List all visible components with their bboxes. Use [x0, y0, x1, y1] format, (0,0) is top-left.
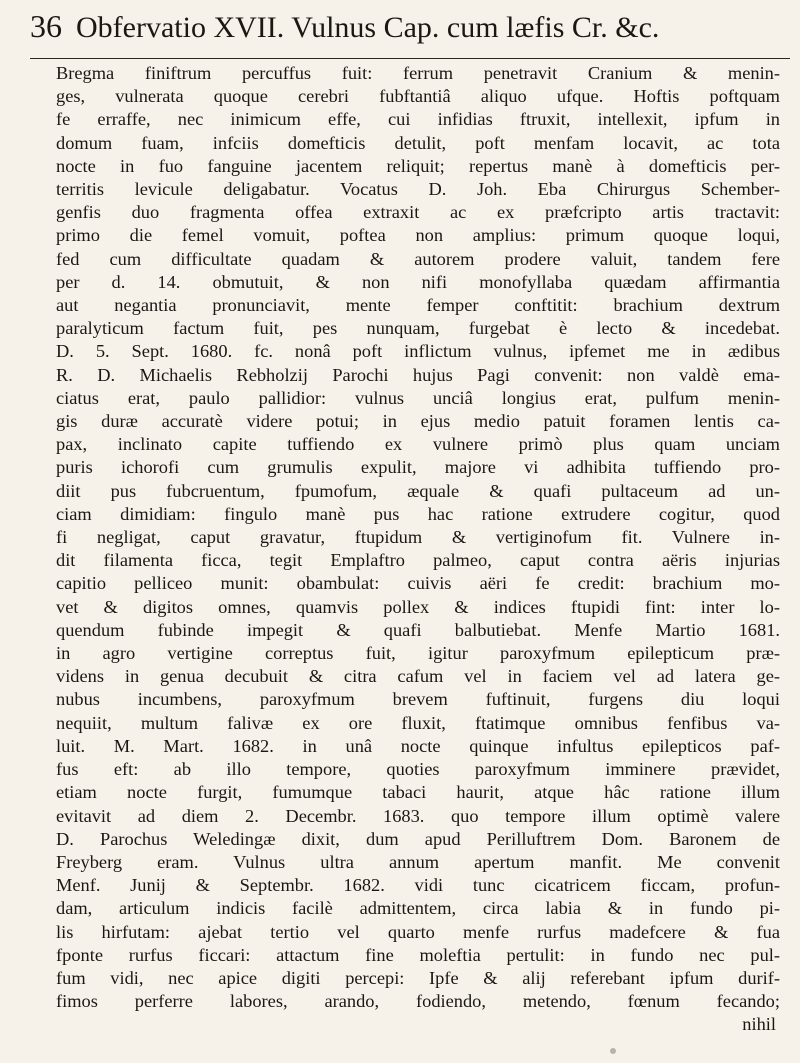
- text-line: etiam nocte furgit, fumumque tabaci haurit, atque hâc ratione illum: [56, 782, 780, 803]
- ink-blot: [610, 1048, 616, 1054]
- text-line: dam, articulum indicis facilè admittentem, circa labia & in fundo pi-: [56, 898, 780, 919]
- text-line: genfis duo fragmenta offea extraxit ac ex præfcripto artis tractavit:: [56, 202, 780, 223]
- text-line: gis duræ accuratè videre potui; in ejus medio patuit foramen lentis ca-: [56, 411, 780, 432]
- text-line: nihil: [742, 1014, 776, 1035]
- text-line: fum vidi, nec apice digiti percepi: Ipfe & alij referebant ipfum durif-: [56, 967, 780, 988]
- text-line: Menf. Junij & Septembr. 1682. vidi tunc cicatricem ficcam, profun-: [56, 875, 780, 896]
- text-line: nequiit, multum falivæ ex ore fluxit, ftatimque omnibus fenfibus va-: [56, 712, 780, 733]
- body-text: [56, 62, 780, 1037]
- text-line: ges, vulnerata quoque cerebri fubftantiâ aliquo ufque. Hoftis poftquam: [56, 86, 780, 107]
- text-line: domum fuam, infciis domefticis detulit, poft menfam locavit, ac tota: [56, 132, 780, 153]
- text-line: luit. M. Mart. 1682. in unâ nocte quinque infultus epilepticos paf-: [56, 735, 780, 756]
- page-number: 36: [30, 8, 62, 44]
- text-line: R. D. Michaelis Rebholzij Parochi hujus Pagi convenit: non valdè ema-: [56, 364, 780, 385]
- text-line: in agro vertigine correptus fuit, igitur paroxyfmum epilepticum præ-: [56, 643, 780, 664]
- text-line: paralyticum factum fuit, pes nunquam, furgebat è lecto & incedebat.: [56, 318, 780, 339]
- text-line: dit filamenta ficca, tegit Emplaftro palmeo, caput contra aëris injurias: [56, 550, 780, 571]
- text-line: nocte in fuo fanguine jacentem reliquit; repertus manè à domefticis per-: [56, 155, 780, 176]
- text-line: puris ichorofi cum grumulis expulit, majore vi adhibita tuffiendo pro-: [56, 457, 780, 478]
- text-line: territis levicule deligabatur. Vocatus D. Joh. Eba Chirurgus Schember-: [56, 179, 780, 200]
- text-line: fponte rurfus ficcari: attactum fine moleftia pertulit: in fundo nec pul-: [56, 944, 780, 965]
- text-line: lis hirfutam: ajebat tertio vel quarto menfe rurfus madefcere & fua: [56, 921, 780, 942]
- text-line: Freyberg eram. Vulnus ultra annum apertum manfit. Me convenit: [56, 851, 780, 872]
- text-line: D. Parochus Weledingæ dixit, dum apud Perilluftrem Dom. Baronem de: [56, 828, 780, 849]
- text-line: fus eft: ab illo tempore, quoties paroxyfmum imminere prævidet,: [56, 759, 780, 780]
- text-line: fimos perferre labores, arando, fodiendo, metendo, fœnum fecando;: [56, 991, 780, 1012]
- text-line: fi negligat, caput gravatur, ftupidum & vertiginofum fit. Vulnere in-: [56, 527, 780, 548]
- page-header: [30, 8, 790, 59]
- text-line: D. 5. Sept. 1680. fc. nonâ poft inflictum vulnus, ipfemet me in ædibus: [56, 341, 780, 362]
- text-line: quendum fubinde impegit & quafi balbutiebat. Menfe Martio 1681.: [56, 619, 780, 640]
- text-line: pax, inclinato capite tuffiendo ex vulnere primò plus quam unciam: [56, 434, 780, 455]
- text-line: nubus incumbens, paroxyfmum brevem fuftinuit, furgens diu loqui: [56, 689, 780, 710]
- text-line: diit pus fubcruentum, fpumofum, æquale & quafi pultaceum ad un-: [56, 480, 780, 501]
- text-line: capitio pelliceo munit: obambulat: cuivis aëri fe credit: brachium mo-: [56, 573, 780, 594]
- text-line: evitavit ad diem 2. Decembr. 1683. quo tempore illum optimè valere: [56, 805, 780, 826]
- text-line: ciam dimidiam: fingulo manè pus hac ratione extrudere cogitur, quod: [56, 503, 780, 524]
- text-line: primo die femel vomuit, poftea non amplius: primum quoque loqui,: [56, 225, 780, 246]
- text-line: vet & digitos omnes, quamvis pollex & indices ftupidi fint: inter lo-: [56, 596, 780, 617]
- text-line: ciatus erat, paulo pallidior: vulnus unciâ longius erat, pulfum menin-: [56, 387, 780, 408]
- text-line: aut negantia pronunciavit, mente femper conftitit: brachium dextrum: [56, 295, 780, 316]
- running-head: Obfervatio XVII. Vulnus Cap. cum læfis Cr. &c.: [76, 11, 660, 44]
- text-line: fed cum difficultate quadam & autorem prodere valuit, tandem fere: [56, 248, 780, 269]
- text-line: Bregma finiftrum percuffus fuit: ferrum penetravit Cranium & menin-: [56, 63, 780, 83]
- text-line: videns in genua decubuit & citra cafum vel in faciem vel ad latera ge-: [56, 666, 780, 687]
- text-line: fe erraffe, nec inimicum effe, cui infidias ftruxit, intellexit, ipfum in: [56, 109, 780, 130]
- text-line: per d. 14. obmutuit, & non nifi monofyllaba quædam affirmantia: [56, 271, 780, 292]
